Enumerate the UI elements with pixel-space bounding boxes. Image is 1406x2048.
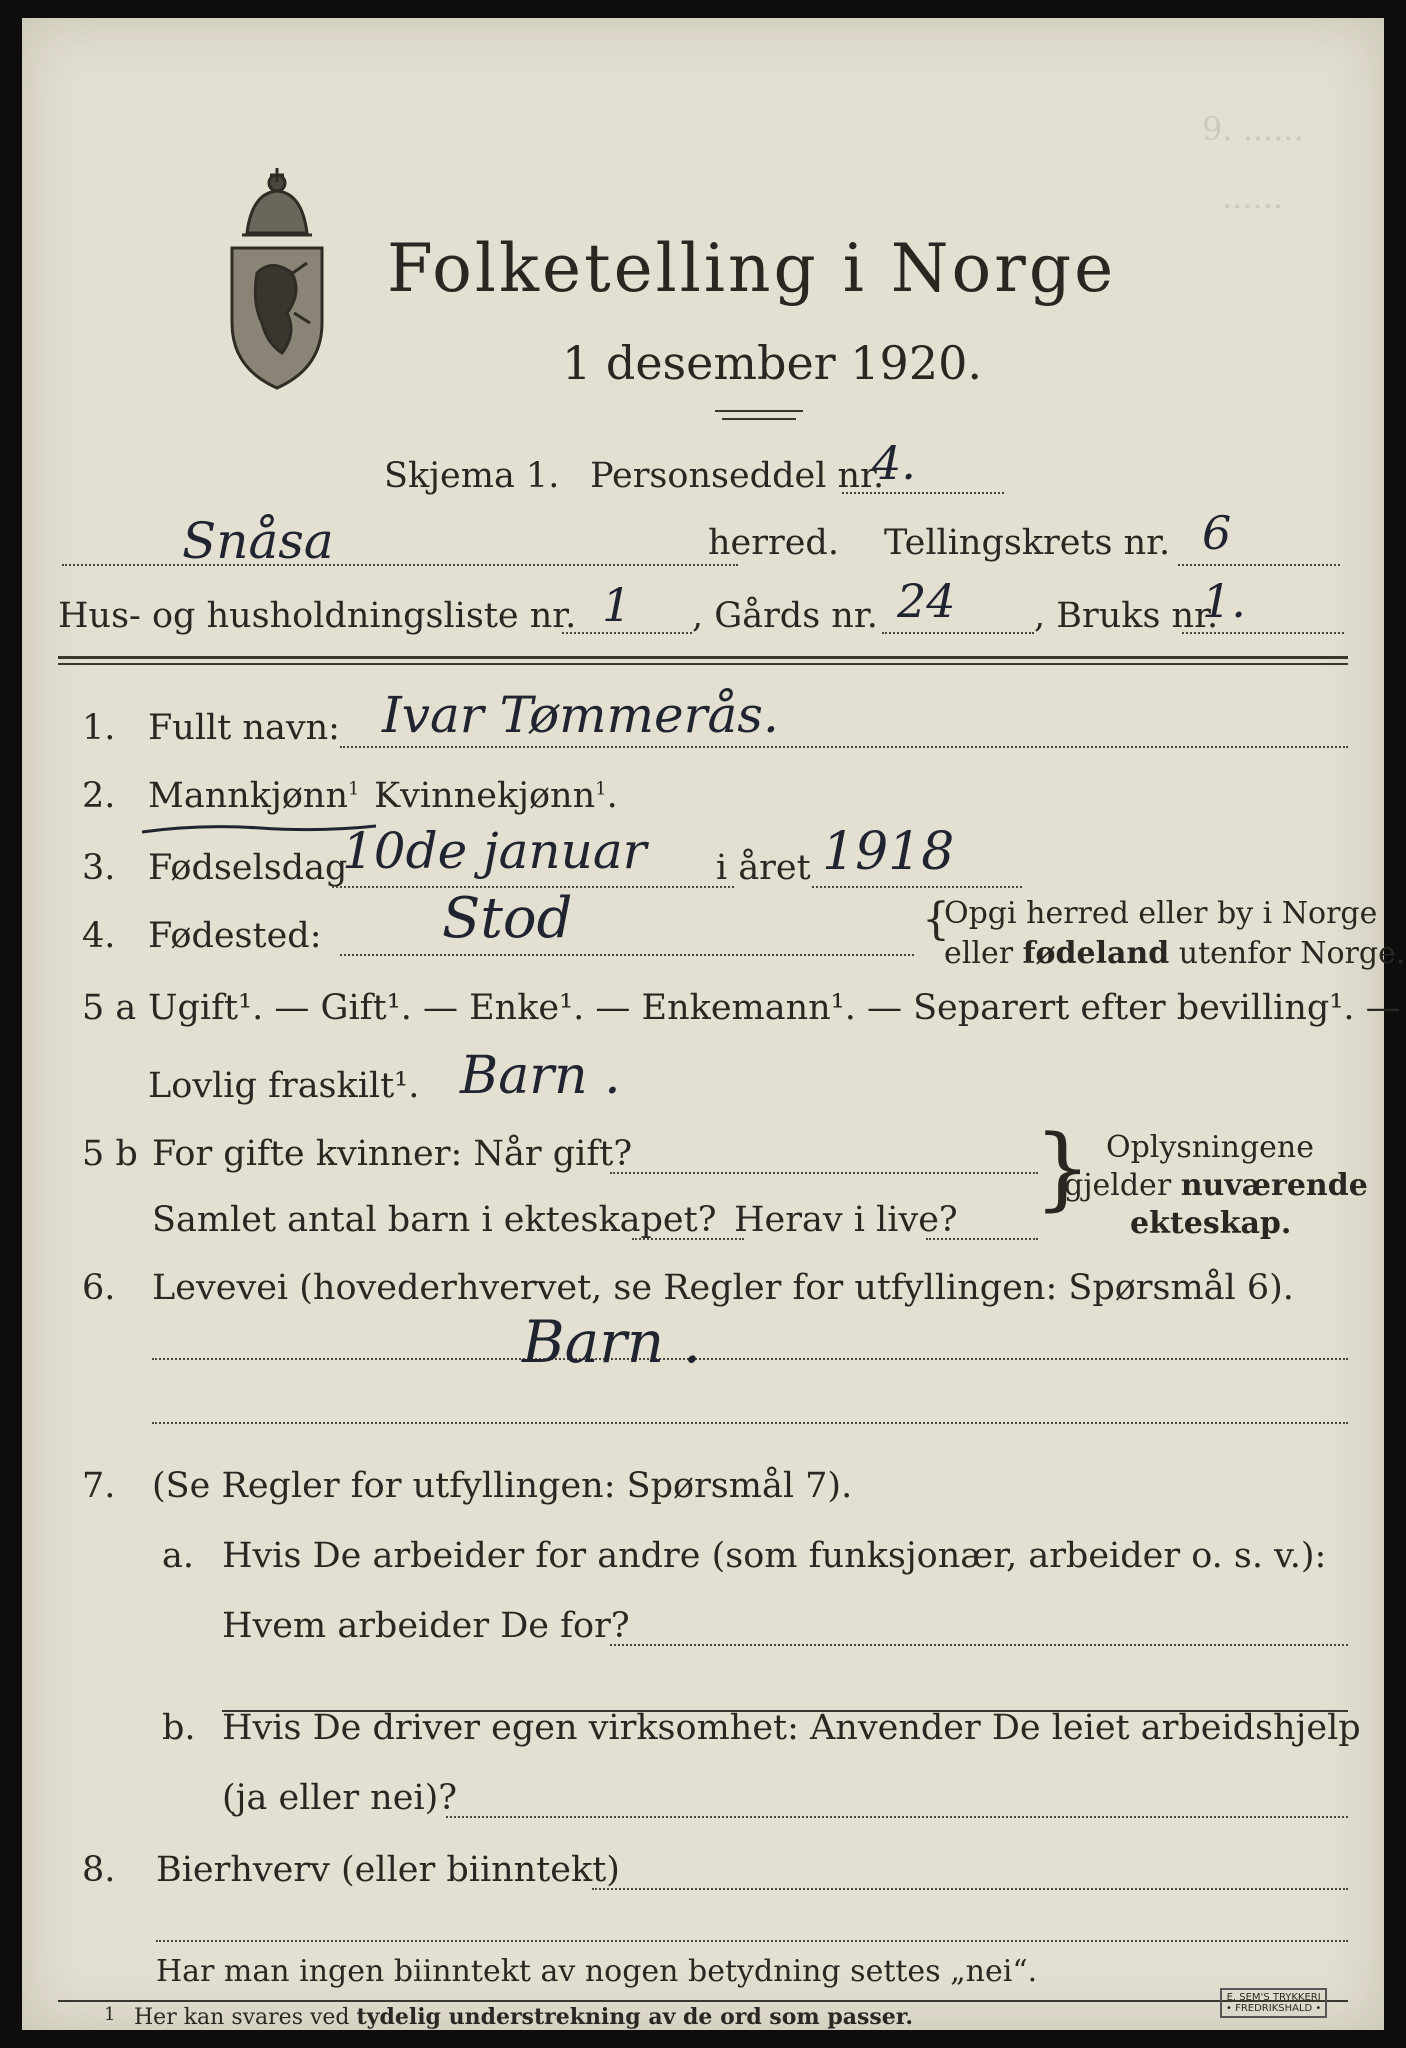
- bleed-through-text: 9. ......: [1202, 110, 1304, 148]
- printer-stamp: [1220, 1988, 1327, 2018]
- q5a-line2-label: Lovlig fraskilt¹.: [148, 1066, 420, 1106]
- q2-male-option: [148, 776, 359, 816]
- q1-field-line: [340, 746, 1348, 748]
- census-date: 1 desember 1920.: [562, 336, 982, 390]
- q2-end-dot: .: [606, 776, 618, 816]
- q4-number: 4.: [82, 916, 116, 956]
- census-form-page: [22, 18, 1406, 2030]
- gards-field-line: [882, 632, 1034, 634]
- form-title: Folketelling i Norge: [387, 230, 1117, 307]
- q3-day-value: 10de januar: [342, 822, 647, 880]
- header-rule: [58, 656, 1348, 659]
- title-divider: [715, 410, 803, 412]
- q7b-field-line: [446, 1816, 1348, 1818]
- q5b-married-field-line: [610, 1172, 1038, 1174]
- footer-note: Har man ingen biinntekt av nogen betydning settes „nei“.: [156, 1954, 1038, 1989]
- bruks-label: , Bruks nr.: [1034, 596, 1219, 636]
- q2-female-label: Kvinnekjønn: [374, 776, 596, 816]
- tellingskrets-value: 6: [1202, 506, 1232, 560]
- footnote-text-plain: Her kan svares ved: [134, 2005, 350, 2030]
- q2-number: 2.: [82, 776, 116, 816]
- q4-field-line: [340, 954, 914, 956]
- footnote-marker: 1: [595, 778, 607, 800]
- q7-label: (Se Regler for utfyllingen: Spørsmål 7).: [152, 1466, 853, 1506]
- personseddel-label: Personseddel nr.: [590, 456, 885, 496]
- q6-field-line-2: [152, 1422, 1348, 1424]
- q3-number: 3.: [82, 848, 116, 888]
- title-divider: [722, 418, 796, 420]
- footer-rule: [58, 2000, 1348, 2002]
- q4-birthplace-value: Stod: [442, 886, 573, 951]
- q3-year-field-line: [812, 886, 1022, 888]
- printer-name: E. SEM'S TRYKKERI: [1226, 1992, 1321, 2003]
- q5b-children-field-line: [632, 1238, 744, 1240]
- q5b-number: 5 b: [82, 1134, 138, 1174]
- q4-note-text: utenfor Norge.: [1178, 936, 1406, 971]
- q4-note-text: eller: [944, 936, 1014, 971]
- q4-note-emphasis: fødeland: [1022, 936, 1170, 971]
- bruks-field-line: [1182, 632, 1344, 634]
- husholdningsliste-field-line: [562, 632, 692, 634]
- skjema-label: Skjema 1.: [384, 456, 560, 496]
- q5b-note-line2: [1064, 1168, 1368, 1203]
- q6-number: 6.: [82, 1268, 116, 1308]
- herred-value: Snåsa: [182, 512, 334, 570]
- gards-label: , Gårds nr.: [692, 596, 878, 636]
- q7b-hired-help-label: (ja eller nei)?: [222, 1778, 458, 1818]
- bleed-through-text: ......: [1222, 178, 1284, 216]
- personseddel-value: 4.: [872, 436, 916, 490]
- q6-occupation-value: Barn .: [522, 1308, 702, 1376]
- q7a-employer-label: Hvem arbeider De for?: [222, 1606, 630, 1646]
- q1-number: 1.: [82, 708, 116, 748]
- q8-field-line: [592, 1888, 1348, 1890]
- q5b-alive-label: Herav i live?: [734, 1200, 958, 1240]
- header-rule: [58, 663, 1348, 665]
- q5a-number: 5 a: [82, 988, 137, 1028]
- footnote-text: [134, 2004, 913, 2030]
- q6-label: Levevei (hovederhvervet, se Regler for utfyllingen: Spørsmål 6).: [152, 1268, 1294, 1308]
- q4-note-brace: {: [922, 894, 950, 945]
- footnote-number: 1: [104, 2004, 116, 2025]
- footnote-marker: 1: [348, 778, 360, 800]
- q5a-marital-options: Ugift¹. — Gift¹. — Enke¹. — Enkemann¹. — Separert efter bevilling¹. —: [148, 988, 1401, 1028]
- q5a-value: Barn .: [460, 1046, 621, 1106]
- q3-year-label: i året: [716, 848, 811, 888]
- q1-label: Fullt navn:: [148, 708, 340, 748]
- q6-field-line: [152, 1358, 1348, 1360]
- q7a-label: Hvis De arbeider for andre (som funksjonær, arbeider o. s. v.):: [222, 1536, 1327, 1576]
- q5b-note-emphasis: nuværende: [1180, 1168, 1368, 1203]
- norwegian-coat-of-arms-icon: [212, 163, 342, 393]
- q8-label: Bierhverv (eller biinntekt): [156, 1850, 620, 1890]
- herred-field-line: [62, 564, 738, 566]
- q4-note-line2: [944, 936, 1405, 971]
- bruks-value: 1.: [1202, 574, 1246, 628]
- q8-number: 8.: [82, 1850, 116, 1890]
- tellingskrets-field-line: [1178, 564, 1340, 566]
- q4-label: Fødested:: [148, 916, 322, 956]
- printer-town: • FREDRIKSHALD •: [1226, 2003, 1322, 2014]
- q3-year-value: 1918: [822, 822, 955, 882]
- q5b-children-label: Samlet antal barn i ekteskapet?: [152, 1200, 717, 1240]
- q5b-note-text: gjelder: [1064, 1168, 1172, 1203]
- gards-value: 24: [897, 574, 956, 628]
- q7a-employer-field-line: [610, 1644, 1348, 1646]
- q5b-note-line3: ekteskap.: [1130, 1206, 1292, 1241]
- q2-female-option: [374, 776, 618, 816]
- q1-full-name-value: Ivar Tømmerås.: [382, 686, 779, 744]
- q5b-note-line1: Oplysningene: [1106, 1130, 1315, 1165]
- footnote-text-bold: tydelig understrekning av de ord som passer.: [356, 2004, 914, 2030]
- q7b-letter: b.: [162, 1708, 196, 1748]
- personseddel-field-line: [842, 492, 1004, 494]
- q7a-letter: a.: [162, 1536, 194, 1576]
- husholdningsliste-value: 1: [602, 578, 632, 632]
- herred-label: herred.: [708, 523, 839, 563]
- q5b-label: For gifte kvinner: Når gift?: [152, 1134, 633, 1174]
- q5b-alive-field-line: [926, 1238, 1038, 1240]
- husholdningsliste-label: Hus- og husholdningsliste nr.: [58, 596, 577, 636]
- q7b-label: Hvis De driver egen virksomhet: Anvender De leiet arbeidshjelp: [222, 1708, 1361, 1748]
- q4-note-line1: Opgi herred eller by i Norge: [944, 896, 1378, 931]
- q8-field-line-2: [156, 1940, 1348, 1942]
- q3-label: Fødselsdag: [148, 848, 348, 888]
- q5b-note-brace: }: [1034, 1116, 1092, 1221]
- q7-number: 7.: [82, 1466, 116, 1506]
- q2-male-label: Mannkjønn: [148, 776, 349, 816]
- tellingskrets-label: Tellingskrets nr.: [884, 523, 1171, 563]
